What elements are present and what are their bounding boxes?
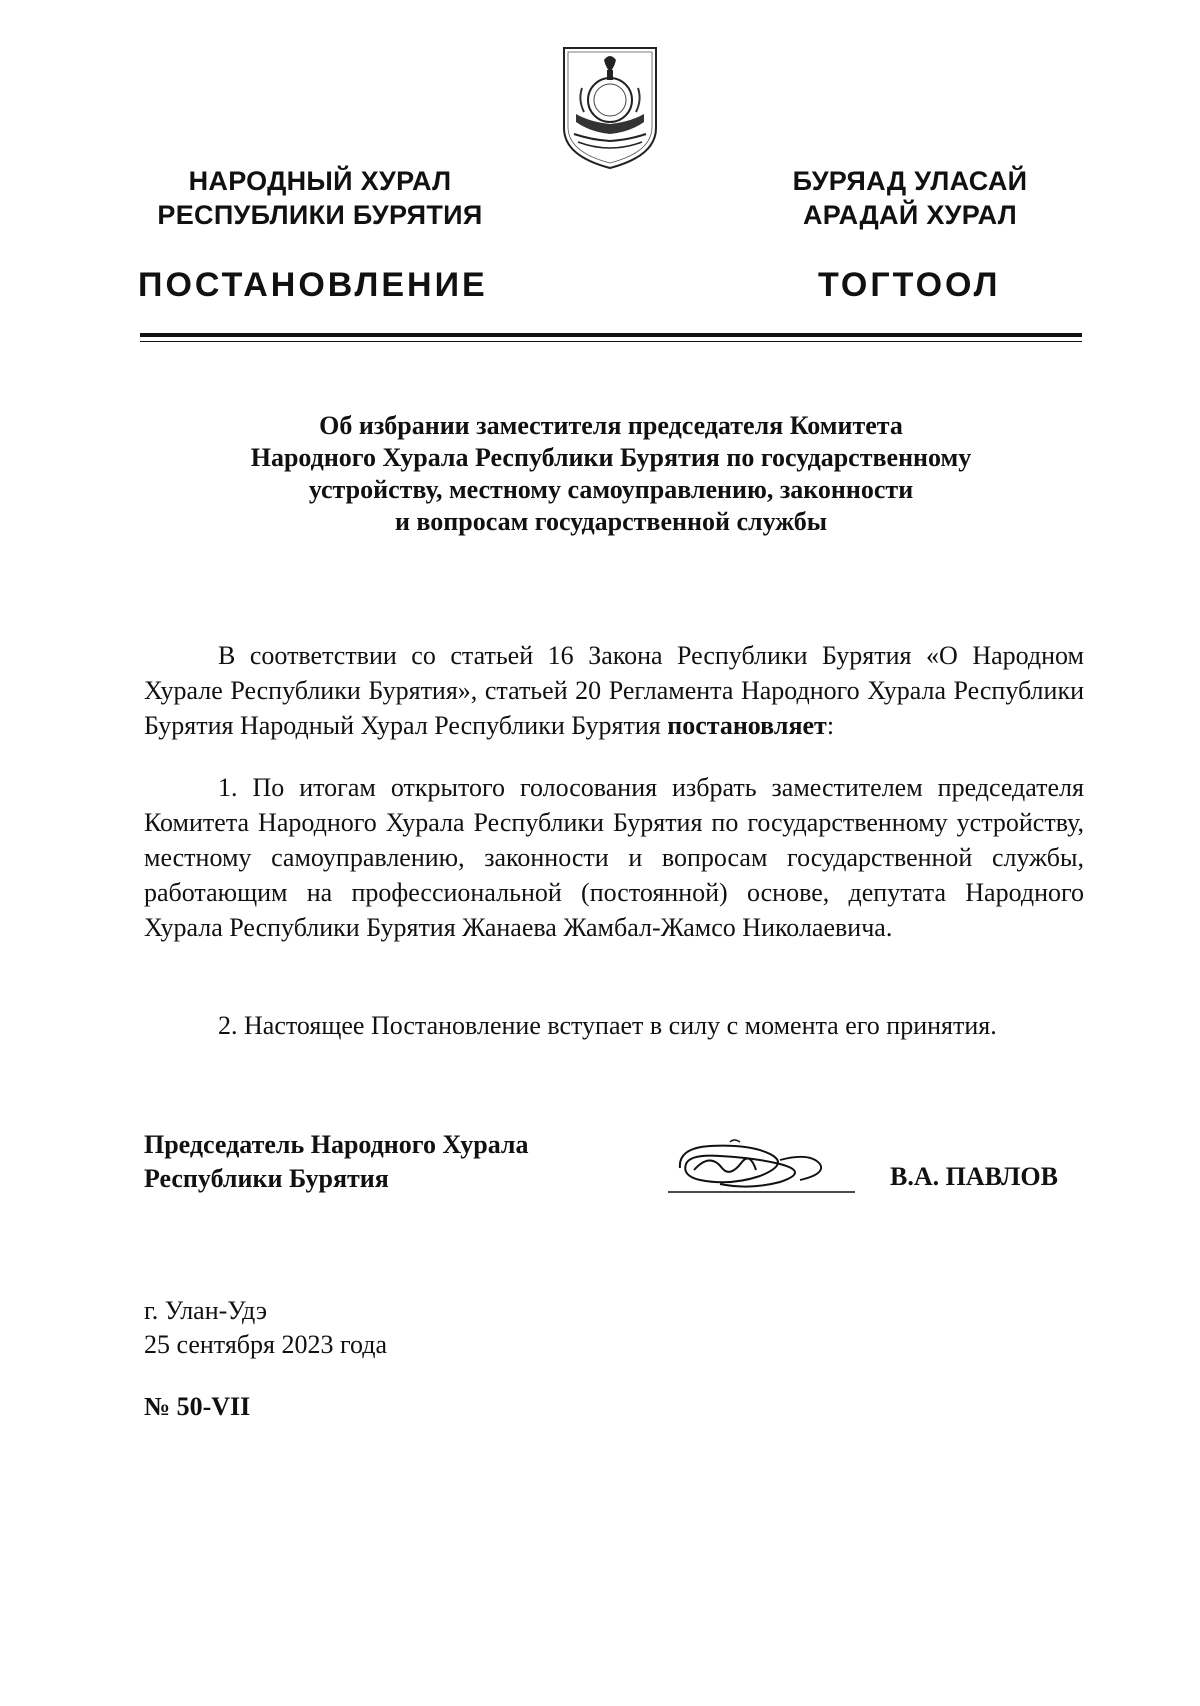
header-divider-thin [140, 341, 1082, 342]
title-line: и вопросам государственной службы [394, 507, 828, 536]
organization-name-bua [760, 164, 1060, 232]
title-line: Народного Хурала Республики Бурятия по государственному [250, 443, 972, 472]
document-type-ru: ПОСТАНОВЛЕНИЕ [138, 266, 488, 304]
republic-of-buryatia-coat-of-arms-icon [560, 44, 660, 172]
title-line: устройству, местному самоуправлению, законности [308, 475, 914, 504]
place-and-date [144, 1294, 387, 1362]
org-bua-line: БУРЯАД УЛАСАЙ [792, 166, 1028, 196]
document-type-bua: ТОГТООЛ [818, 266, 1001, 304]
clause-2-paragraph: 2. Настоящее Постановление вступает в силу с момента его принятия. [218, 1011, 997, 1040]
clause-1-paragraph: 1. По итогам открытого голосования избрать заместителем председателя Комитета Народного Хурала Республики Бурятия по государственному устройству, местному самоуправлению, законности и вопросам государственной службы, работающим на профессиональной (постоянной) основе, депутата Народного Хурала Республики Бурятия Жанаева Жамбал-Жамсо Николаевича. [144, 773, 1084, 942]
handwritten-signature-icon [660, 1130, 860, 1202]
organization-name-ru [130, 164, 510, 232]
preamble-colon: : [826, 711, 835, 740]
signatory-title [144, 1128, 529, 1196]
date: 25 сентября 2023 года [144, 1330, 388, 1359]
org-ru-line: РЕСПУБЛИКИ БУРЯТИЯ [157, 200, 483, 230]
preamble-paragraph [144, 638, 1084, 743]
signatory-title-line: Республики Бурятия [144, 1164, 389, 1193]
title-line: Об избрании заместителя председателя Комитета [319, 411, 903, 440]
document-title [140, 410, 1082, 538]
signatory-title-line: Председатель Народного Хурала [144, 1130, 529, 1159]
document-number: № 50-VII [144, 1392, 251, 1421]
header-divider-thick [140, 333, 1082, 337]
city: г. Улан-Удэ [144, 1296, 268, 1325]
org-bua-line: АРАДАЙ ХУРАЛ [802, 200, 1018, 230]
signatory-name: В.А. ПАВЛОВ [890, 1162, 1058, 1191]
preamble-text: В соответствии со статьей 16 Закона Республики Бурятия «О Народном Хурале Республики Бурятия», статьей 20 Регламента Народного Хурала Республики Бурятия Народный Хурал Республики Бурятия [144, 641, 1084, 740]
preamble-resolves: постановляет [667, 711, 827, 740]
org-ru-line: НАРОДНЫЙ ХУРАЛ [188, 166, 452, 196]
